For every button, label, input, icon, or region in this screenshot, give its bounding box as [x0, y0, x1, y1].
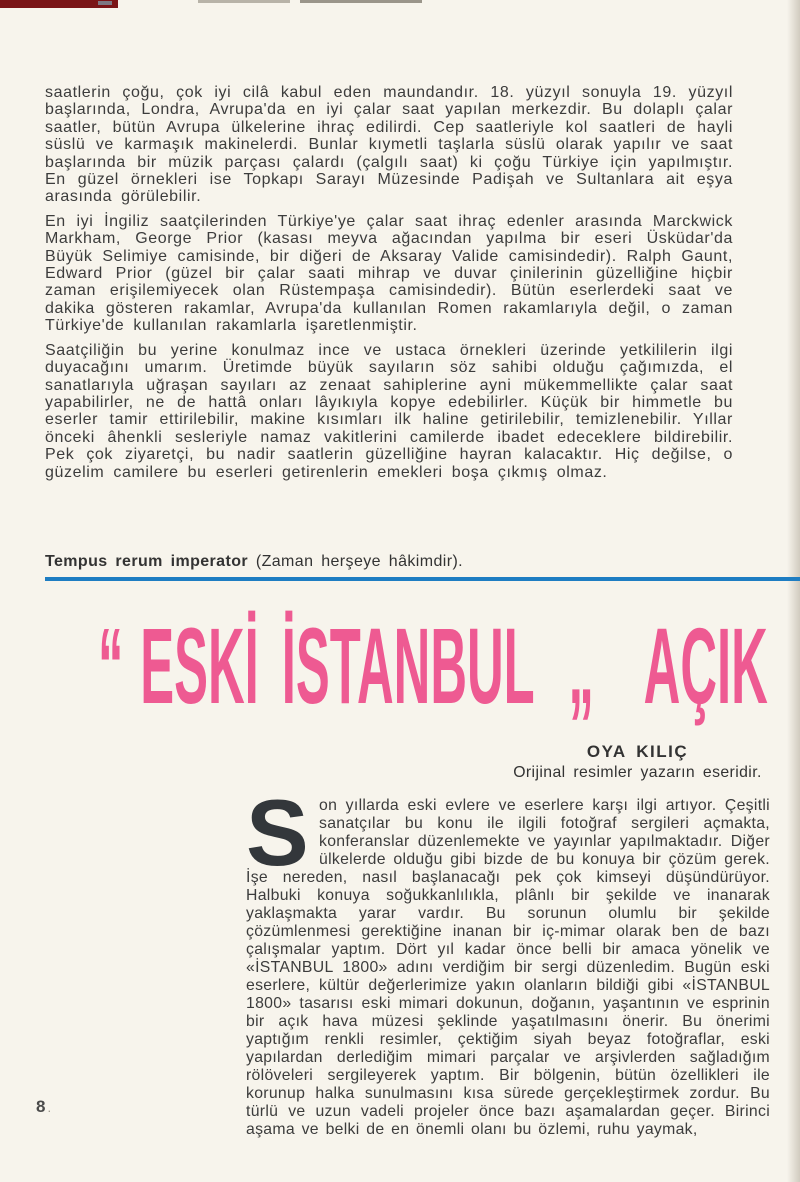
headline	[98, 607, 768, 726]
headline-word-acik: AÇIK	[643, 605, 768, 726]
istanbul-article-column	[246, 780, 770, 1139]
page-number	[36, 1097, 53, 1117]
headline-word-istanbul: İSTANBUL	[281, 605, 535, 726]
scan-artifact-speck	[98, 1, 112, 5]
byline-block	[455, 742, 800, 782]
page-number-value: 8	[36, 1097, 48, 1116]
scan-artifact-gray-2	[300, 0, 422, 3]
clock-article-column	[45, 84, 733, 488]
headline-open-quote: “	[98, 605, 124, 726]
blue-divider-rule	[45, 577, 800, 581]
paragraph-clocks-1: saatlerin çoğu, çok iyi cilâ kabul eden maundandır. 18. yüzyıl sonuyla 19. yüzyıl başlarında, Londra, Avrupa'da en iyi çalar saat yapılan merkezdir. Bu dolaplı çalar saatler, bütün Avrupa ülkelerine ihraç edilirdi. Cep saatleriyle kol saatleri de hayli süslü ve karmaşık makinelerdi. Bunlar kıymetli taşlarla süslü olarak yapılır ve saat başlarında bir müzik parçası çalardı (çalgılı saat) ki çoğu Türkiye için yapılmıştır. En güzel örnekleri ise Topkapı Sarayı Müzesinde Padişah ve Sultanlara ait eşya arasında görülebilir.	[45, 84, 733, 206]
paragraph-istanbul: on yıllarda eski evlere ve eserlere karşı ilgi artıyor. Çeşitli sanatçılar bu konu ile ilgili fotoğraf sergileri açmakta, konferanslar düzenlemekte ve yayınlar yapılmaktadır. Diğer ülkelerde olduğu gibi bizde de bu konuya bir çözüm gerek. İşe nereden, nasıl başlanacağı pek çok kimseyi düşündürüyor. Halbuki konuya soğukkanlılıkla, plânlı bir şekilde ve inanarak yaklaşmakta yarar vardır. Bu sorunun olumlu bir şekilde çözümlenmesi gerektiğine inanan bir iç-mimar olarak ben de bazı çalışmalar yaptım. Dört yıl kadar önce belli bir amaca yönelik ve «İSTANBUL 1800» adını verdiğim bir sergi düzenledim. Bugün eski eserlere, kültür değerlerimize yakın olanların bildiği gibi «İSTANBUL 1800» tasarısı eski mimari dokunun, doğanın, yaşantının ve esprinin bir açık hava müzesi şeklinde yaşatılmasını önerir. Bu önerimi yaptığım renkli resimler, çektiğim siyah beyaz fotoğraflar, eski yapılardan derlediğim mimari parçalar ve arşivlerden sağladığım rölöveleri sergileyerek yaptım. Bir bölgenin, bütün özellikleri ile korunup halka sunulmasını kısa sürede gerçekleştirmek zordur. Bu türlü ve uzun vadeli projeler önce bazı aşamalardan geçer. Birinci aşama ve belki de en önemli olanı bu özlemi, ruhu yaymak,	[246, 797, 770, 1138]
page-number-dot: .	[47, 1100, 54, 1115]
scan-artifact-gray-1	[198, 0, 290, 3]
paragraph-clocks-3: Saatçiliğin bu yerine konulmaz ince ve ustaca örnekleri üzerinde yetkililerin ilgi duyacağını umarım. Üretimde büyük sayıların söz sahibi olduğu çağımızda, el sanatlarıyla uğraşan sayıları az zenaat sahiplerine ayni mükemmellikte çalar saat yapabilirler, ne de hattâ onları lâyıkıyla kopye edebilirler. Küçük bir himmetle bu eserler tamir ettirilebilir, makine kısımları ilk haline getirilebilir, temizlenebilir. Yıllar önceki âhenkli sesleriyle namaz vakitlerini camilerde ibadet edeceklere bildirebilir. Pek çok ziyaretçi, bu nadir saatlerin güzelliğine hayran kalacaktır. Hiç değilse, o güzelim camilere bu eserleri getirenlerin emekleri boşa çıkmış olmaz.	[45, 341, 733, 481]
paragraph-clocks-2: En iyi İngiliz saatçilerinden Türkiye'ye çalar saat ihraç edenler arasında Marckwick Markham, George Prior (kasası meyva ağacından yapılma bir eseri Üsküdar'da Büyük Selimiye camisinde, bir diğeri de Aksaray Valide camisindedir). Ralph Gaunt, Edward Prior (güzel bir çalar saati mihrap ve duvar çinilerinin güzelliğine hiçbir zaman erişilemiyecek olan Rüstempaşa camisindedir). Bütün eserlerdeki saat ve dakika gösteren rakamlar, Avrupa'da kullanılan Romen rakamlarıyla değil, o zaman Türkiye'de kullanılan rakamlarla işaretlenmiştir.	[45, 212, 733, 335]
latin-motto	[45, 553, 745, 571]
motto-latin-text: Tempus rerum imperator	[45, 553, 248, 570]
author-name: OYA KILIÇ	[586, 742, 689, 761]
headline-word-eski: ESKİ	[140, 605, 259, 726]
dropcap-letter: S	[246, 780, 309, 885]
motto-translation: (Zaman herşeye hâkimdir).	[248, 553, 464, 570]
page-edge-shadow	[787, 0, 800, 1182]
headline-low-quote: „	[568, 605, 594, 726]
image-credit: Orijinal resimler yazarın eseridir.	[513, 764, 762, 781]
